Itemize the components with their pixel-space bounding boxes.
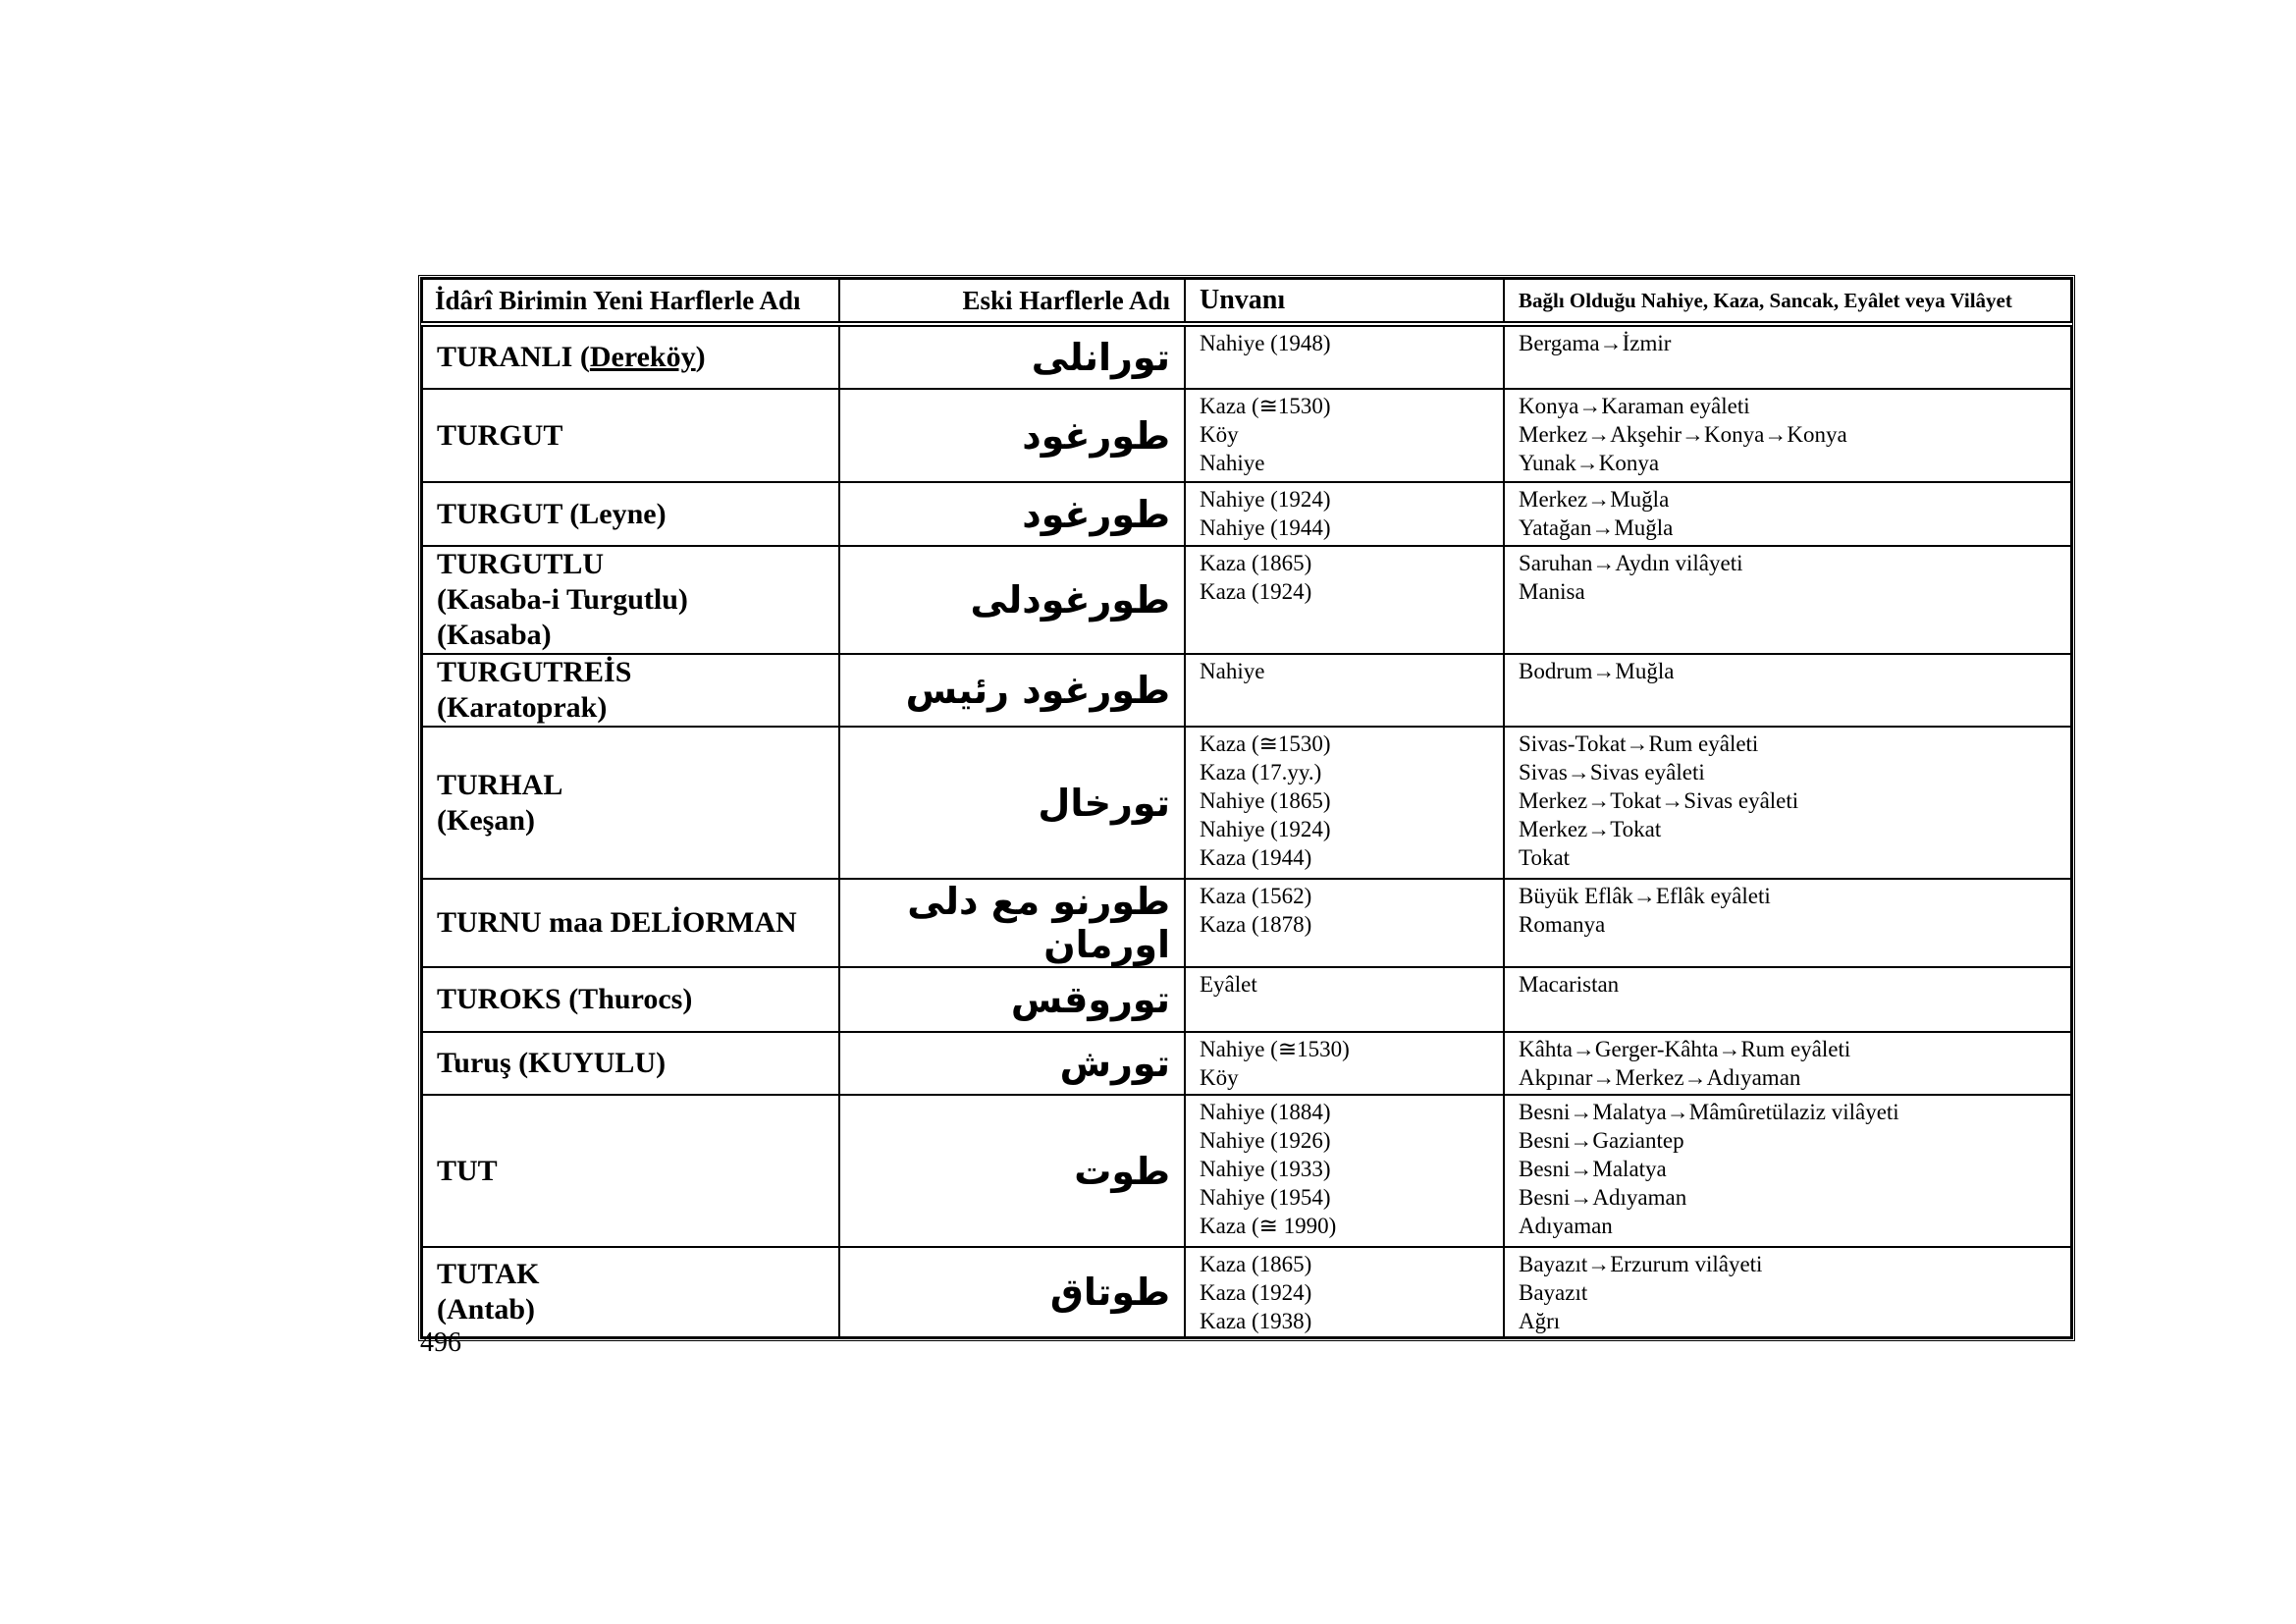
affiliation-entry: Besni→Adıyaman	[1519, 1185, 1687, 1210]
title-entry: Nahiye (≅1530)	[1200, 1037, 1350, 1061]
row-name-cell	[422, 1095, 839, 1247]
row-affiliation-cell	[1504, 1247, 2071, 1337]
affiliation-entry: Merkez→Tokat	[1519, 817, 1662, 841]
row-name-cell	[422, 1032, 839, 1095]
title-entry: Nahiye (1926)	[1200, 1128, 1331, 1153]
title-entry: Kaza (≅1530)	[1200, 731, 1331, 756]
header-title: Unvanı	[1185, 279, 1504, 324]
row-name-cell	[422, 727, 839, 879]
row-arabic-name: طورنو مع دلى اورمان	[839, 879, 1185, 967]
affiliation-entry: Merkez→Tokat→Sivas eyâleti	[1519, 788, 1799, 813]
row-name-text: Turuş (KUYULU)	[437, 1047, 667, 1079]
row-name-text: (Antab)	[437, 1293, 536, 1326]
affiliation-entry: Merkez→Muğla	[1519, 487, 1670, 512]
row-name-text: TURGUTLU	[437, 548, 605, 580]
table-row	[422, 1032, 2071, 1095]
row-name-text: TUROKS (Thurocs)	[437, 983, 693, 1015]
title-entry: Köy	[1200, 422, 1239, 447]
row-affiliation-cell	[1504, 389, 2071, 482]
title-entry: Nahiye	[1200, 659, 1265, 683]
row-title-cell	[1185, 482, 1504, 546]
table-row	[422, 546, 2071, 654]
table-row	[422, 654, 2071, 727]
title-entry: Nahiye (1948)	[1200, 331, 1331, 355]
header-affiliation: Bağlı Olduğu Nahiye, Kaza, Sancak, Eyâlet veya Vilâyet	[1504, 279, 2071, 324]
affiliation-entry: Akpınar→Merkez→Adıyaman	[1519, 1065, 1801, 1090]
page-number: 496	[420, 1327, 461, 1358]
row-affiliation-cell	[1504, 1032, 2071, 1095]
row-arabic-name: تورانلى	[839, 324, 1185, 389]
row-arabic-name: طوت	[839, 1095, 1185, 1247]
row-name-text: (Kasaba-i Turgutlu)	[437, 583, 688, 616]
row-name-cell	[422, 879, 839, 967]
gazetteer-table-frame	[418, 275, 2075, 1341]
title-entry: Kaza (1924)	[1200, 579, 1312, 604]
row-affiliation-cell	[1504, 482, 2071, 546]
title-entry: Nahiye (1865)	[1200, 788, 1331, 813]
table-row	[422, 482, 2071, 546]
row-name-alias: Dereköy	[589, 341, 696, 373]
row-title-cell	[1185, 1095, 1504, 1247]
affiliation-entry: Bayazıt	[1519, 1280, 1588, 1305]
title-entry: Kaza (1865)	[1200, 551, 1312, 575]
title-entry: Kaza (1944)	[1200, 845, 1312, 870]
row-arabic-name: تورش	[839, 1032, 1185, 1095]
row-name-text: TUTAK	[437, 1258, 540, 1290]
title-entry: Köy	[1200, 1065, 1239, 1090]
row-name-text: (Karatoprak)	[437, 691, 608, 724]
table-row	[422, 727, 2071, 879]
affiliation-entry: Bergama→İzmir	[1519, 331, 1672, 355]
row-title-cell	[1185, 654, 1504, 727]
table-row	[422, 1095, 2071, 1247]
row-name-cell	[422, 389, 839, 482]
row-arabic-name: طورغود	[839, 389, 1185, 482]
affiliation-entry: Konya→Karaman eyâleti	[1519, 394, 1750, 418]
affiliation-entry: Kâhta→Gerger-Kâhta→Rum eyâleti	[1519, 1037, 1851, 1061]
affiliation-entry: Tokat	[1519, 845, 1571, 870]
row-name-text: (Kasaba)	[437, 619, 552, 651]
title-entry: Kaza (17.yy.)	[1200, 760, 1322, 785]
row-title-cell	[1185, 967, 1504, 1032]
affiliation-entry: Bodrum→Muğla	[1519, 659, 1675, 683]
affiliation-entry: Sivas→Sivas eyâleti	[1519, 760, 1705, 785]
row-arabic-name: طورغود رئيس	[839, 654, 1185, 727]
row-arabic-name: طورغود	[839, 482, 1185, 546]
row-name-text: TURGUT	[437, 418, 563, 452]
row-name-text: )	[695, 341, 706, 373]
affiliation-entry: Büyük Eflâk→Eflâk eyâleti	[1519, 884, 1771, 908]
row-name-cell	[422, 482, 839, 546]
title-entry: Nahiye (1884)	[1200, 1100, 1331, 1124]
row-affiliation-cell	[1504, 879, 2071, 967]
row-title-cell	[1185, 324, 1504, 389]
row-name-text: (Keşan)	[437, 803, 535, 837]
affiliation-entry: Merkez→Akşehir→Konya→Konya	[1519, 422, 1847, 447]
table-row	[422, 1247, 2071, 1337]
title-entry: Nahiye (1924)	[1200, 487, 1331, 512]
row-arabic-name: توروقس	[839, 967, 1185, 1032]
title-entry: Kaza (1562)	[1200, 884, 1312, 908]
header-new-name: İdârî Birimin Yeni Harflerle Adı	[422, 279, 839, 324]
affiliation-entry: Manisa	[1519, 579, 1585, 604]
row-title-cell	[1185, 1032, 1504, 1095]
affiliation-entry: Romanya	[1519, 912, 1606, 937]
gazetteer-table	[421, 278, 2072, 1338]
affiliation-entry: Macaristan	[1519, 972, 1620, 997]
affiliation-entry: Yunak→Konya	[1519, 451, 1660, 475]
affiliation-entry: Bayazıt→Erzurum vilâyeti	[1519, 1252, 1763, 1276]
row-name-text: TUT	[437, 1154, 498, 1187]
row-arabic-name: طوتاق	[839, 1247, 1185, 1337]
row-title-cell	[1185, 879, 1504, 967]
affiliation-entry: Adıyaman	[1519, 1214, 1613, 1238]
affiliation-entry: Saruhan→Aydın vilâyeti	[1519, 551, 1743, 575]
title-entry: Nahiye (1954)	[1200, 1185, 1331, 1210]
title-entry: Kaza (1878)	[1200, 912, 1312, 937]
table-header-row	[422, 279, 2071, 324]
affiliation-entry: Sivas-Tokat→Rum eyâleti	[1519, 731, 1759, 756]
affiliation-entry: Yatağan→Muğla	[1519, 515, 1674, 540]
row-arabic-name: طورغودلى	[839, 546, 1185, 654]
row-name-text: TURGUTREİS	[437, 656, 632, 688]
row-arabic-name: تورخال	[839, 727, 1185, 879]
title-entry: Kaza (1865)	[1200, 1252, 1312, 1276]
row-title-cell	[1185, 727, 1504, 879]
title-entry: Nahiye	[1200, 451, 1265, 475]
title-entry: Eyâlet	[1200, 972, 1257, 997]
affiliation-entry: Besni→Malatya→Mâmûretülaziz vilâyeti	[1519, 1100, 1899, 1124]
table-row	[422, 879, 2071, 967]
row-title-cell	[1185, 546, 1504, 654]
row-affiliation-cell	[1504, 727, 2071, 879]
row-affiliation-cell	[1504, 654, 2071, 727]
row-title-cell	[1185, 1247, 1504, 1337]
affiliation-entry: Ağrı	[1519, 1309, 1561, 1333]
row-name-cell	[422, 1247, 839, 1337]
row-name-text: TURHAL	[437, 768, 563, 801]
title-entry: Kaza (≅1530)	[1200, 394, 1331, 418]
row-title-cell	[1185, 389, 1504, 482]
title-entry: Nahiye (1933)	[1200, 1157, 1331, 1181]
affiliation-entry: Besni→Gaziantep	[1519, 1128, 1684, 1153]
title-entry: Nahiye (1924)	[1200, 817, 1331, 841]
row-name-cell	[422, 654, 839, 727]
table-row	[422, 967, 2071, 1032]
row-affiliation-cell	[1504, 324, 2071, 389]
row-affiliation-cell	[1504, 1095, 2071, 1247]
row-affiliation-cell	[1504, 546, 2071, 654]
row-name-text: TURANLI (	[437, 341, 590, 373]
title-entry: Nahiye (1944)	[1200, 515, 1331, 540]
row-name-text: TURNU maa DELİORMAN	[437, 906, 797, 939]
row-name-cell	[422, 324, 839, 389]
row-affiliation-cell	[1504, 967, 2071, 1032]
title-entry: Kaza (≅ 1990)	[1200, 1214, 1337, 1238]
title-entry: Kaza (1924)	[1200, 1280, 1312, 1305]
header-old-name: Eski Harflerle Adı	[839, 279, 1185, 324]
table-row	[422, 324, 2071, 389]
table-row	[422, 389, 2071, 482]
row-name-text: TURGUT (Leyne)	[437, 497, 667, 530]
row-name-cell	[422, 546, 839, 654]
row-name-cell	[422, 967, 839, 1032]
title-entry: Kaza (1938)	[1200, 1309, 1312, 1333]
affiliation-entry: Besni→Malatya	[1519, 1157, 1667, 1181]
